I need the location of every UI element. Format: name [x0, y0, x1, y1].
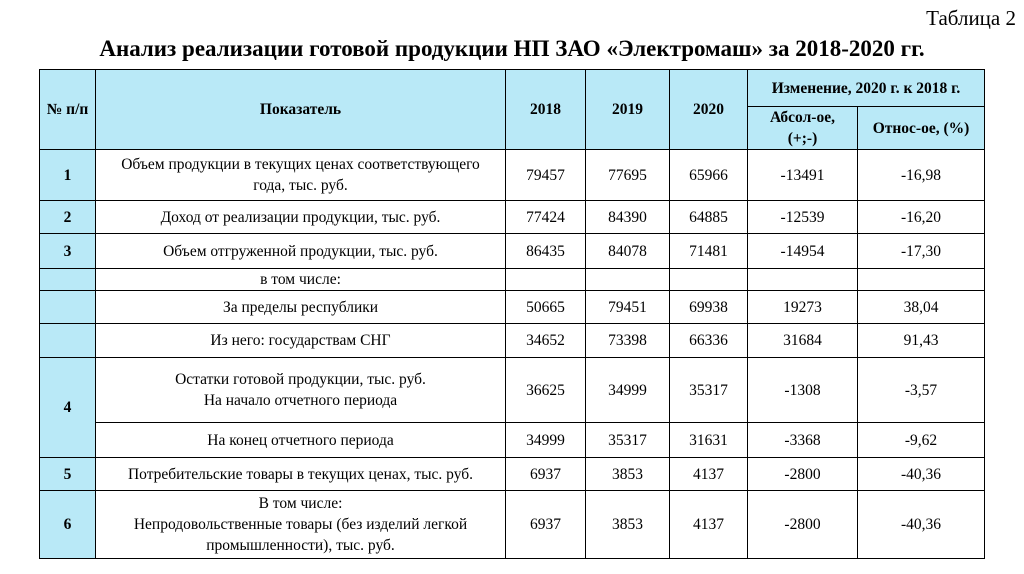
row-number: 5: [40, 458, 96, 491]
cell-absolute: -2800: [748, 458, 858, 491]
cell-absolute: -1308: [748, 358, 858, 423]
header-2019: 2019: [586, 70, 670, 150]
cell-2020: 66336: [670, 324, 748, 358]
cell-relative: -9,62: [858, 423, 985, 458]
cell-2018: 50665: [506, 291, 586, 324]
row-number: 3: [40, 234, 96, 269]
row-label: в том числе:: [96, 269, 506, 291]
cell-2019: 73398: [586, 324, 670, 358]
cell-2019: 35317: [586, 423, 670, 458]
cell-2018: [506, 269, 586, 291]
cell-2020: 65966: [670, 150, 748, 201]
row-label-line: года, тыс. руб.: [253, 177, 348, 194]
row-number: [40, 269, 96, 291]
table-body: [40, 150, 985, 559]
row-label: Доход от реализации продукции, тыс. руб.: [96, 201, 506, 234]
cell-relative: -16,20: [858, 201, 985, 234]
header-absolute-line1: Абсол-ое,: [770, 109, 835, 126]
cell-2019: 34999: [586, 358, 670, 423]
cell-relative: -17,30: [858, 234, 985, 269]
cell-absolute: -12539: [748, 201, 858, 234]
header-change: Изменение, 2020 г. к 2018 г.: [748, 70, 985, 107]
page-title: Анализ реализации готовой продукции НП ЗАО «Электромаш» за 2018-2020 гг.: [99, 36, 925, 61]
row-label: За пределы республики: [96, 291, 506, 324]
table-row: [40, 269, 985, 291]
cell-2018: 36625: [506, 358, 586, 423]
cell-2020: 31631: [670, 423, 748, 458]
row-label-line: Объем продукции в текущих ценах соответствующего: [121, 156, 480, 173]
row-number: 4: [40, 358, 96, 458]
cell-2018: 34999: [506, 423, 586, 458]
cell-2020: 4137: [670, 458, 748, 491]
row-label: Потребительские товары в текущих ценах, тыс. руб.: [96, 458, 506, 491]
cell-2020: 64885: [670, 201, 748, 234]
cell-relative: -40,36: [858, 458, 985, 491]
table-row: [40, 291, 985, 324]
cell-relative: [858, 269, 985, 291]
row-label-line: Остатки готовой продукции, тыс. руб.: [175, 371, 426, 388]
header-2020: 2020: [670, 70, 748, 150]
header-relative-change: Относ-ое, (%): [858, 107, 985, 150]
cell-2020: 69938: [670, 291, 748, 324]
cell-relative: 38,04: [858, 291, 985, 324]
cell-2018: 86435: [506, 234, 586, 269]
table-row: [40, 150, 985, 201]
row-label-line: В том числе:: [258, 495, 343, 512]
header-absolute-line2: (+;-): [787, 130, 818, 147]
table-row: [40, 458, 985, 491]
table-row: [40, 358, 985, 423]
cell-2019: 77695: [586, 150, 670, 201]
table-row: [40, 324, 985, 358]
cell-2019: [586, 269, 670, 291]
cell-2019: 3853: [586, 458, 670, 491]
table-number-label: Таблица 2: [926, 6, 1016, 30]
cell-relative: -3,57: [858, 358, 985, 423]
cell-absolute: -2800: [748, 491, 858, 559]
cell-absolute: 31684: [748, 324, 858, 358]
cell-absolute: -3368: [748, 423, 858, 458]
row-label: [96, 150, 506, 201]
row-number: 2: [40, 201, 96, 234]
row-number: [40, 291, 96, 324]
cell-2019: 84390: [586, 201, 670, 234]
cell-2018: 6937: [506, 458, 586, 491]
row-label: На конец отчетного периода: [96, 423, 506, 458]
header-indicator: Показатель: [96, 70, 506, 150]
header-absolute-change: [748, 107, 858, 150]
cell-relative: -40,36: [858, 491, 985, 559]
table-header: [40, 70, 985, 150]
row-label: Из него: государствам СНГ: [96, 324, 506, 358]
row-label-line: промышленности), тыс. руб.: [206, 537, 395, 554]
row-number: 6: [40, 491, 96, 559]
cell-2020: [670, 269, 748, 291]
cell-relative: 91,43: [858, 324, 985, 358]
table-row: [40, 201, 985, 234]
row-label-line: Непродовольственные товары (без изделий легкой: [133, 516, 468, 533]
row-number: 1: [40, 150, 96, 201]
header-num: № п/п: [40, 70, 96, 150]
cell-2019: 79451: [586, 291, 670, 324]
cell-2018: 34652: [506, 324, 586, 358]
row-label: [96, 358, 506, 423]
table-row: [40, 423, 985, 458]
sales-analysis-table: [39, 69, 985, 559]
cell-absolute: -14954: [748, 234, 858, 269]
table-row: [40, 234, 985, 269]
cell-2020: 71481: [670, 234, 748, 269]
cell-2019: 84078: [586, 234, 670, 269]
row-label: [96, 491, 506, 559]
table-row: [40, 491, 985, 559]
cell-2018: 79457: [506, 150, 586, 201]
header-2018: 2018: [506, 70, 586, 150]
cell-relative: -16,98: [858, 150, 985, 201]
cell-absolute: 19273: [748, 291, 858, 324]
cell-2019: 3853: [586, 491, 670, 559]
row-label-line: На начало отчетного периода: [203, 392, 398, 409]
cell-absolute: [748, 269, 858, 291]
cell-2020: 4137: [670, 491, 748, 559]
cell-2018: 6937: [506, 491, 586, 559]
cell-2020: 35317: [670, 358, 748, 423]
cell-absolute: -13491: [748, 150, 858, 201]
row-number: [40, 324, 96, 358]
cell-2018: 77424: [506, 201, 586, 234]
row-label: Объем отгруженной продукции, тыс. руб.: [96, 234, 506, 269]
